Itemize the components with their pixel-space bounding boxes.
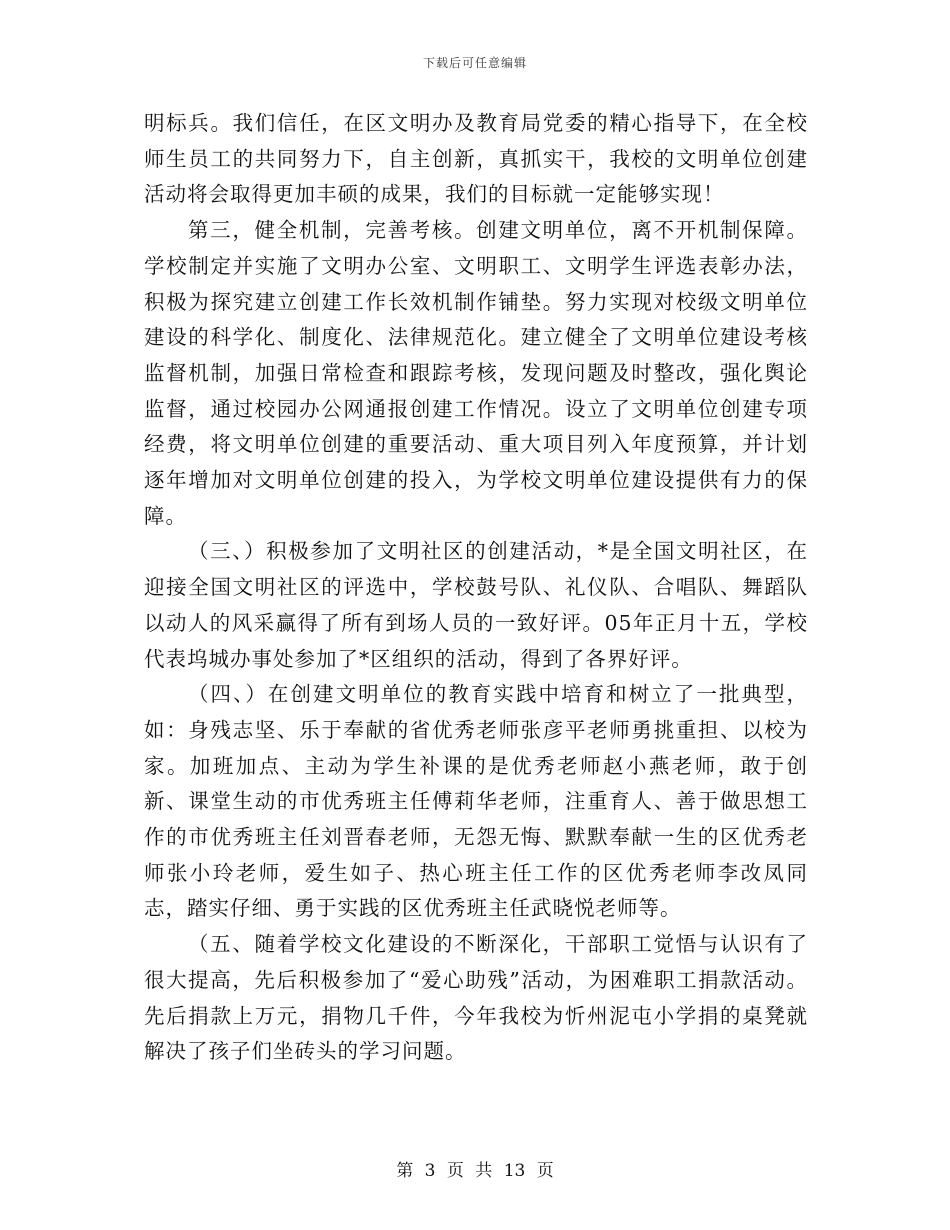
page-header-note: 下载后可任意编辑 xyxy=(422,56,527,70)
paragraph-continuation: 明标兵。我们信任，在区文明办及教育局党委的精心指导下，在全校师生员工的共同努力下，自主创新，真抓实干，我校的文明单位创建活动将会取得更加丰硕的成果，我们的目标就一定能够实现！ xyxy=(144,111,808,207)
paragraph-mechanism: 第三，健全机制，完善考核。创建文明单位，离不开机制保障。学校制定并实施了文明办公室、文明职工、文明学生评选表彰办法，积极为探究建立创建工作长效机制作铺垫。努力实现对校级文明单位建设的科学化、制度化、法律规范化。建立健全了文明单位建设考核监督机制，加强日常检查和跟踪考核，发现问题及时整改，强化舆论监督，通过校园办公网通报创建工作情况。设立了文明单位创建专项经费，将文明单位创建的重要活动、重大项目列入年度预算，并计划逐年增加对文明单位创建的投入，为学校文明单位建设提供有力的保障。 xyxy=(144,218,808,528)
document-body xyxy=(144,106,808,1070)
paragraph-community: （三、）积极参加了文明社区的创建活动，*是全国文明社区，在迎接全国文明社区的评选中，学校鼓号队、礼仪队、合唱队、舞蹈队以动人的风采赢得了所有到场人员的一致好评。05年正月十五，学校代表坞城办事处参加了*区组织的活动，得到了各界好评。 xyxy=(144,539,808,671)
paragraph-charity: （五、随着学校文化建设的不断深化，干部职工觉悟与认识有了很大提高，先后积极参加了“爱心助残”活动，为困难职工捐款活动。先后捐款上万元，捐物几千件，今年我校为忻州泥屯小学捐的桌凳就解决了孩子们坐砖头的学习问题。 xyxy=(144,932,808,1064)
page-number-footer: 第 3 页 共 13 页 xyxy=(396,1161,554,1181)
paragraph-role-models: （四、）在创建文明单位的教育实践中培育和树立了一批典型，如：身残志坚、乐于奉献的省优秀老师张彦平老师勇挑重担、以校为家。加班加点、主动为学生补课的是优秀老师赵小燕老师，敢于创新、课堂生动的市优秀班主任傅莉华老师，注重育人、善于做思想工作的市优秀班主任刘晋春老师，无怨无悔、默默奉献一生的区优秀老师张小玲老师，爱生如子、热心班主任工作的区优秀老师李改凤同志，踏实仔细、勇于实践的区优秀班主任武晓悦老师等。 xyxy=(144,682,808,921)
